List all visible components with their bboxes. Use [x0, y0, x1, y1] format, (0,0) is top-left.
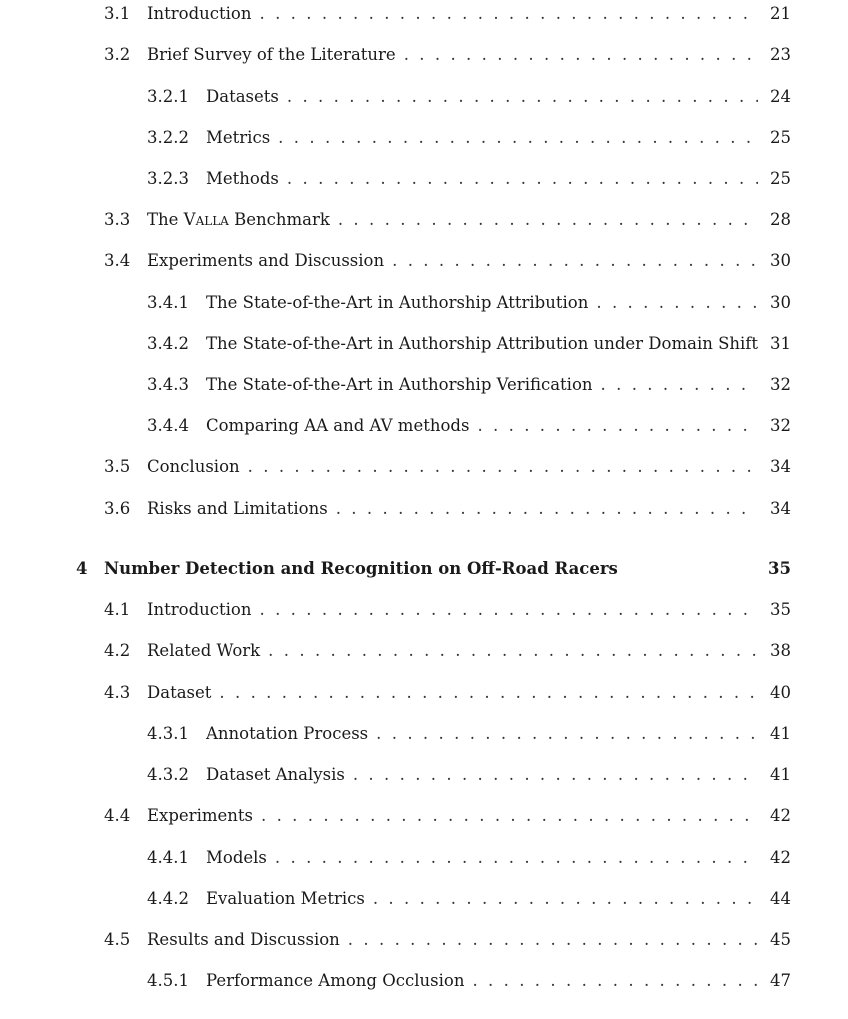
toc-entry[interactable]: [0, 208, 848, 232]
section-title[interactable]: The State-of-the-Art in Authorship Verification: [206, 375, 593, 394]
dot-leader: [268, 639, 758, 663]
section-title[interactable]: Methods: [206, 169, 279, 188]
toc-entry[interactable]: [0, 497, 848, 521]
dot-leader: [219, 681, 758, 705]
page-number[interactable]: 47: [770, 971, 791, 990]
section-number: 4.4.2: [147, 889, 189, 908]
page-number[interactable]: 25: [770, 169, 791, 188]
chapter-number: 4: [76, 559, 88, 578]
dot-leader: [596, 291, 758, 315]
page-number[interactable]: 24: [770, 87, 791, 106]
page-number[interactable]: 41: [770, 724, 791, 743]
dot-leader: [248, 455, 758, 479]
page-number[interactable]: 45: [770, 930, 791, 949]
toc-entry[interactable]: [0, 928, 848, 952]
section-number: 3.6: [104, 499, 131, 518]
title-prefix: The: [147, 210, 184, 229]
dot-leader: [376, 722, 758, 746]
dot-leader: [261, 804, 758, 828]
section-title[interactable]: Datasets: [206, 87, 279, 106]
benchmark-name: Valla: [183, 210, 229, 229]
toc-entry[interactable]: [0, 639, 848, 663]
page-number[interactable]: 32: [770, 416, 791, 435]
dot-leader: [275, 846, 758, 870]
section-title[interactable]: Evaluation Metrics: [206, 889, 365, 908]
toc-entry[interactable]: [0, 455, 848, 479]
section-title[interactable]: Conclusion: [147, 457, 240, 476]
toc-entry[interactable]: [0, 681, 848, 705]
section-title[interactable]: Annotation Process: [206, 724, 369, 743]
section-title[interactable]: The State-of-the-Art in Authorship Attribution under Domain Shift: [206, 334, 759, 353]
dot-leader: [287, 85, 758, 109]
page-number[interactable]: 30: [770, 251, 791, 270]
section-number: 3.4.3: [147, 375, 189, 394]
section-title[interactable]: Performance Among Occlusion: [206, 971, 465, 990]
toc-entry[interactable]: [0, 969, 848, 993]
section-title[interactable]: Introduction: [147, 600, 252, 619]
page-number[interactable]: 35: [770, 600, 791, 619]
page-number[interactable]: 44: [770, 889, 791, 908]
section-number: 3.4.4: [147, 416, 189, 435]
toc-entry[interactable]: [0, 373, 848, 397]
dot-leader: [338, 208, 758, 232]
section-title[interactable]: Results and Discussion: [147, 930, 340, 949]
toc-entry[interactable]: [0, 722, 848, 746]
page-number[interactable]: 30: [770, 293, 791, 312]
toc-entry[interactable]: [0, 85, 848, 109]
section-number: 3.2.1: [147, 87, 189, 106]
section-number: 3.2: [104, 45, 131, 64]
section-number: 4.4: [104, 806, 131, 825]
section-number: 4.1: [104, 600, 131, 619]
section-number: 4.3: [104, 683, 131, 702]
toc-entry[interactable]: [0, 126, 848, 150]
title-suffix: Benchmark: [228, 210, 330, 229]
toc-entry[interactable]: [0, 332, 848, 356]
section-title[interactable]: Metrics: [206, 128, 271, 147]
section-number: 4.5: [104, 930, 131, 949]
page-number[interactable]: 34: [770, 457, 791, 476]
section-title[interactable]: Dataset: [147, 683, 212, 702]
page-number[interactable]: 31: [770, 334, 791, 353]
page-number[interactable]: 40: [770, 683, 791, 702]
toc-entry[interactable]: [0, 887, 848, 911]
toc-entry[interactable]: [0, 291, 848, 315]
section-title[interactable]: Brief Survey of the Literature: [147, 45, 396, 64]
section-title[interactable]: Comparing AA and AV methods: [206, 416, 470, 435]
section-title[interactable]: Dataset Analysis: [206, 765, 345, 784]
section-title[interactable]: The State-of-the-Art in Authorship Attribution: [206, 293, 589, 312]
dot-leader: [477, 414, 758, 438]
section-number: 3.2.2: [147, 128, 189, 147]
toc-entry[interactable]: [0, 249, 848, 273]
section-number: 3.3: [104, 210, 131, 229]
dot-leader: [336, 497, 758, 521]
section-title[interactable]: Experiments and Discussion: [147, 251, 385, 270]
page-number[interactable]: 25: [770, 128, 791, 147]
section-number: 4.3.2: [147, 765, 189, 784]
section-number: 3.4.2: [147, 334, 189, 353]
page-number[interactable]: 32: [770, 375, 791, 394]
toc-entry[interactable]: [0, 763, 848, 787]
page-number[interactable]: 21: [770, 4, 791, 23]
dot-leader: [601, 373, 758, 397]
page-number[interactable]: 34: [770, 499, 791, 518]
section-number: 4.3.1: [147, 724, 189, 743]
toc-entry[interactable]: [0, 598, 848, 622]
page-number[interactable]: 42: [770, 806, 791, 825]
section-title[interactable]: Experiments: [147, 806, 253, 825]
toc-chapter-entry[interactable]: [0, 557, 848, 581]
page-number[interactable]: 35: [768, 559, 791, 578]
dot-leader: [278, 126, 758, 150]
dot-leader: [348, 928, 758, 952]
dot-leader: [404, 43, 758, 67]
section-title[interactable]: Introduction: [147, 4, 252, 23]
section-number: 3.5: [104, 457, 131, 476]
section-number: 4.2: [104, 641, 131, 660]
dot-leader: [472, 969, 758, 993]
dot-leader: [260, 598, 759, 622]
section-title[interactable]: Models: [206, 848, 267, 867]
dot-leader: [260, 2, 759, 26]
page-number[interactable]: 42: [770, 848, 791, 867]
section-number: 3.4.1: [147, 293, 189, 312]
toc-entry[interactable]: [0, 43, 848, 67]
section-number: 3.4: [104, 251, 131, 270]
section-number: 3.1: [104, 4, 131, 23]
page-number[interactable]: 28: [770, 210, 791, 229]
dot-leader: [353, 763, 758, 787]
section-title[interactable]: [147, 208, 330, 232]
toc-entry[interactable]: [0, 167, 848, 191]
dot-leader: [392, 249, 758, 273]
section-number: 4.4.1: [147, 848, 189, 867]
chapter-title[interactable]: Number Detection and Recognition on Off-Road Racers: [104, 559, 618, 578]
page-number[interactable]: 23: [770, 45, 791, 64]
toc-entry[interactable]: [0, 804, 848, 828]
dot-leader: [287, 167, 758, 191]
toc-entry[interactable]: [0, 846, 848, 870]
section-title[interactable]: Related Work: [147, 641, 261, 660]
section-number: 3.2.3: [147, 169, 189, 188]
section-number: 4.5.1: [147, 971, 189, 990]
dot-leader: [373, 887, 758, 911]
page-number[interactable]: 41: [770, 765, 791, 784]
toc-entry[interactable]: [0, 2, 848, 26]
page-number[interactable]: 38: [770, 641, 791, 660]
section-title[interactable]: Risks and Limitations: [147, 499, 328, 518]
toc-entry[interactable]: [0, 414, 848, 438]
